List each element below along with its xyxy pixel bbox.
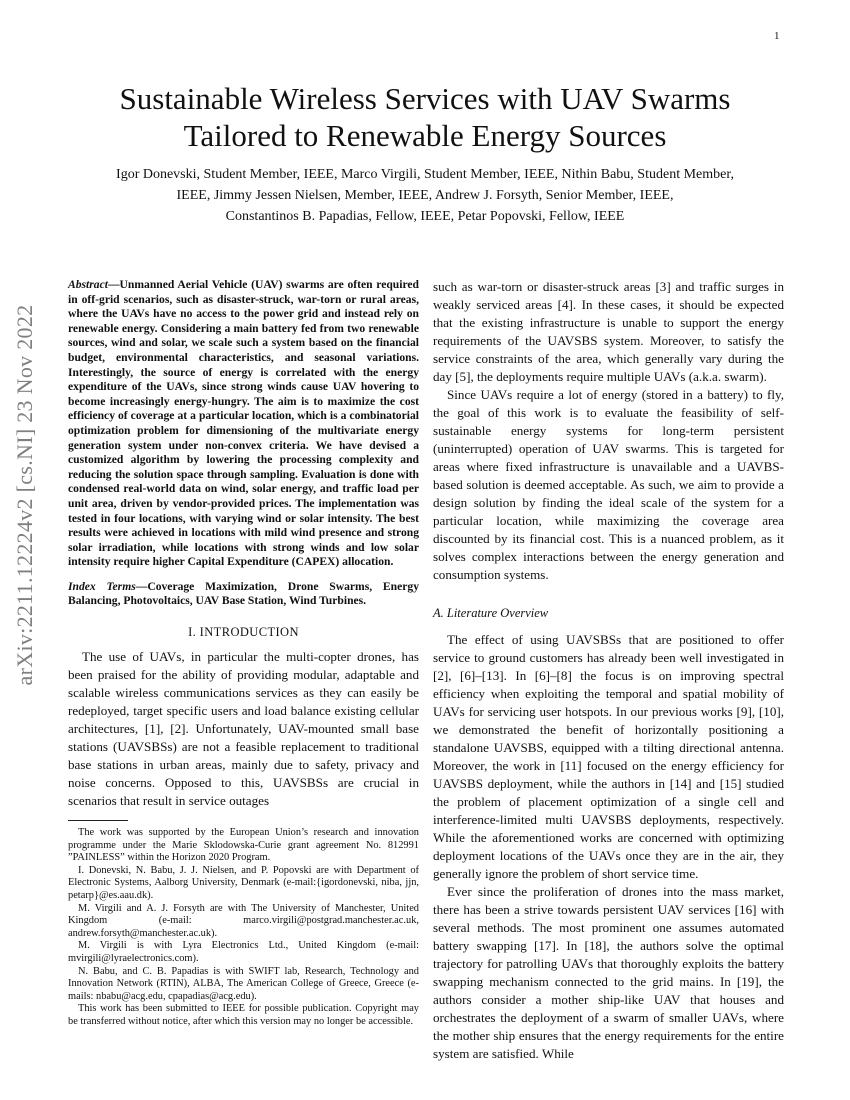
arxiv-id: arXiv:2211.12224v2 [cs.NI] 23 Nov 2022 bbox=[12, 304, 37, 686]
footnote-affiliation-lyra: M. Virgili is with Lyra Electronics Ltd., United Kingdom (e-mail: mvirgili@lyraelectronics.com). bbox=[68, 940, 419, 964]
title-line-1: Sustainable Wireless Services with UAV Swarms bbox=[119, 81, 731, 116]
intro-paragraph-continued: such as war-torn or disaster-struck areas [3] and traffic surges in weakly serviced areas [4]. In these cases, it should be expected that the existing infrastructure is unable to support the energy requirements of the UAVSBS system. Moreover, to satisfy the service constraints of the area, which generally vary during the day [5], the deployments require multiple UAVs (a.k.a. swarm). bbox=[433, 279, 784, 384]
title-line-2: Tailored to Renewable Energy Sources bbox=[183, 118, 667, 153]
authors-line-3: Constantinos B. Papadias, Fellow, IEEE, Petar Popovski, Fellow, IEEE bbox=[225, 209, 625, 224]
footnote-copyright: This work has been submitted to IEEE for possible publication. Copyright may be transferred without notice, after which this version may no longer be accessible. bbox=[68, 1003, 419, 1027]
arxiv-stamp bbox=[2, 295, 48, 695]
index-terms bbox=[68, 580, 419, 609]
intro-paragraph-1: The use of UAVs, in particular the multi-copter drones, has been praised for the ability of providing modular, adaptable and scalable wireless communications services as they can easily be redeployed, target specific users and load balance existing cellular architectures, [1], [2]. Unfortunately, UAV-mounted small base stations (UAVSBSs) are not a feasible replacement to traditional base stations in urban areas, mainly due to safety, privacy and noise concerns. Opposed to this, UAVSBSs are crucial in scenarios that result in service outages bbox=[68, 649, 419, 809]
literature-paragraph-1: The effect of using UAVSBSs that are positioned to offer service to ground customers has already been well investigated in [2], [6]–[13]. In [6]–[8] the focus is on improving spectral efficiency when exploiting the temporal and spatial mobility of UAVs for servicing user hotspots. In our previous works [9], [10], we demonstrated the benefit of horizontally positioning a standalone UAVSBS, equipped with a tilting directional antenna. Moreover, the work in [11] focused on the energy efficiency for UAVSBS deployment, while the authors in [14] and [15] studied the problem of placement optimization of a single cell and interference-limited multi UAVSBS deployments, respectively. While the aforementioned works are concerned with optimizing deployment locations of the UAVs once they are in the air, they generally ignore the problem of short service time. bbox=[433, 632, 784, 881]
left-column bbox=[68, 278, 419, 1029]
subsection-heading-literature: A. Literature Overview bbox=[433, 606, 549, 620]
author-list bbox=[60, 164, 790, 227]
section-heading-introduction: I. INTRODUCTION bbox=[188, 625, 299, 640]
paper-title bbox=[60, 80, 790, 154]
footnote-rule bbox=[68, 820, 128, 821]
abstract bbox=[68, 278, 419, 570]
authors-line-2: IEEE, Jimmy Jessen Nielsen, Member, IEEE, Andrew J. Forsyth, Senior Member, IEEE, bbox=[176, 188, 674, 203]
page-number: 1 bbox=[774, 30, 780, 42]
right-column bbox=[433, 278, 784, 1063]
literature-paragraph-2: Ever since the proliferation of drones into the mass market, there has been a strive towards persistent UAV services [16] with several methods. The most prominent one assumes automated battery swapping [17]. In [18], the authors solve the optimal trajectory for patrolling UAVs that thoroughly exploits the battery swapping mechanism connected to the grid mains. In [19], the authors consider a mother ship-like UAV that houses and orchestrates the deployment of a swarm of smaller UAVs, where the mother ship ensures that the energy requirements for the entire system are satisfied. While bbox=[433, 884, 784, 1061]
abstract-label: Abstract bbox=[68, 278, 108, 291]
footnote-affiliation-manchester: M. Virgili and A. J. Forsyth are with The University of Manchester, United Kingdom (e-mail: marco.virgili@postgrad.manchester.ac.uk, andrew.forsyth@manchester.ac.uk). bbox=[68, 902, 419, 939]
index-terms-label: Index Terms bbox=[68, 579, 136, 593]
footnote-affiliation-acg: N. Babu, and C. B. Papadias is with SWIFT lab, Research, Technology and Innovation Network (RTIN), ALBA, The American College of Greece, Greece (e-mails: nbabu@acg.edu, cpapadias@acg.edu). bbox=[68, 965, 419, 1002]
footnote-funding: The work was supported by the European Union’s research and innovation programme under the Marie Sklodowska-Curie grant agreement No. 812991 ”PAINLESS” within the Horizon 2020 Program. bbox=[68, 827, 419, 864]
footnote-affiliation-aau: I. Donevski, N. Babu, J. J. Nielsen, and P. Popovski are with Department of Electronic Systems, Aalborg University, Denmark (e-mail:{igordonevski, niba, jjn, petarp}@es.aau.dk). bbox=[68, 864, 419, 902]
abstract-text: —Unmanned Aerial Vehicle (UAV) swarms are often required in off-grid scenarios, such as disaster-struck, war-torn or rural areas, where the UAVs have no access to the power grid and instead rely on renewable energy. Considering a main battery fed from two renewable sources, wind and solar, we scale such a system based on the financial budget, environmental characteristics, and seasonal variations. Interestingly, the source of energy is correlated with the energy expenditure of the UAVs, since strong winds cause UAV hovering to become increasingly energy-hungry. The aim is to maximize the cost efficiency of coverage at a particular location, which is a combinatorial optimization problem for dimensioning of the multivariate energy generation system under non-convex criteria. We have devised a customized algorithm by lowering the processing complexity and reducing the solution space through sampling. Evaluation is done with condensed real-world data on wind, solar energy, and traffic load per unit area, driven by vendor-provided prices. The implementation was tested in four locations, with varying wind or solar intensity. The best results were achieved in locations with mild wind presence and strong solar irradiation, while locations with strong winds and low solar intensity require higher Capital Expenditure (CAPEX) allocation. bbox=[68, 278, 419, 569]
authors-line-1: Igor Donevski, Student Member, IEEE, Marco Virgili, Student Member, IEEE, Nithin Babu, Student Member, bbox=[116, 167, 734, 182]
index-terms-text: —Coverage Maximization, Drone Swarms, Energy Balancing, Photovoltaics, UAV Base Station, Wind Turbines. bbox=[68, 579, 419, 608]
intro-paragraph-2: Since UAVs require a lot of energy (stored in a battery) to fly, the goal of this work is to evaluate the feasibility of self-sustainable energy systems for long-term persistent (uninterrupted) operation of UAV swarms. This is targeted for areas where fixed infrastructure is unavailable and a UAVBS-based solution is deemed acceptable. As such, we aim to provide a design solution by finding the ideal scale of the system for a particular location, while maximizing the coverage area discounted by its financial cost. This is a nuanced problem, as it solves complex interactions between the energy generation and consumption systems. bbox=[433, 387, 784, 582]
